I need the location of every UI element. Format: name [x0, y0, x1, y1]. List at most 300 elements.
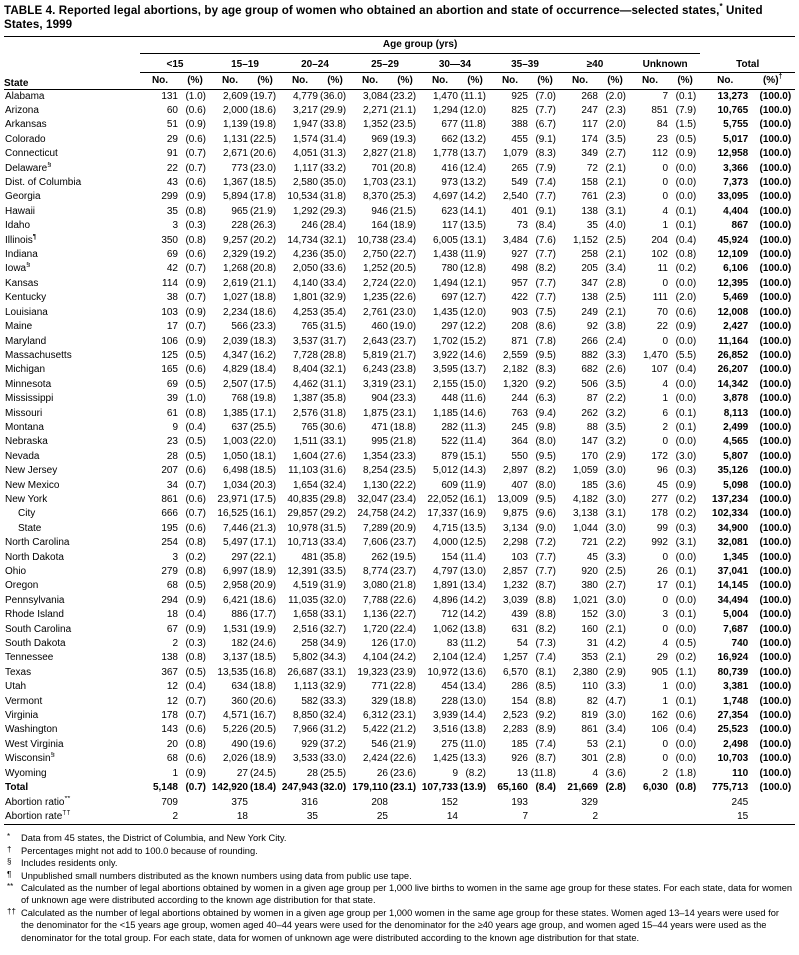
- table-row: [4, 579, 795, 593]
- cell-pct: (0.5): [185, 450, 206, 462]
- table-row: [4, 623, 795, 637]
- table-row: [4, 162, 795, 176]
- cell-no: 871: [511, 335, 528, 347]
- cell-pct: (13.2): [460, 133, 487, 145]
- cell-no: 246: [301, 220, 318, 232]
- cell-no: 4: [662, 378, 668, 390]
- cell-no: 522: [441, 436, 458, 448]
- cell-no: 1,003: [222, 436, 248, 448]
- cell-no: 11,164: [718, 335, 749, 347]
- cell-no: 12,008: [717, 306, 749, 318]
- cell-pct: (2.1): [605, 249, 626, 261]
- cell-pct: (100.0): [759, 263, 792, 275]
- cell-no: 4: [662, 205, 668, 217]
- cell-pct: (0.6): [185, 493, 206, 505]
- cell-pct: (0.9): [185, 306, 206, 318]
- row-label: New York: [5, 493, 48, 505]
- cell-pct: (3.6): [605, 767, 626, 779]
- cell-no: 329: [371, 695, 388, 707]
- cell-no: 28: [166, 450, 178, 462]
- cell-no: 11: [657, 263, 668, 275]
- cell-pct: (22.6): [390, 292, 417, 304]
- cell-no: 422: [511, 292, 528, 304]
- cell-pct: (23.2): [390, 90, 417, 102]
- cell-no: 228: [441, 695, 458, 707]
- cell-pct: (100.0): [759, 393, 792, 405]
- cell-pct: (0.6): [185, 465, 206, 477]
- cell-pct: (100.0): [759, 220, 792, 232]
- cell-pct: (7.7): [535, 191, 556, 203]
- cell-pct: (5.5): [675, 349, 697, 361]
- cell-no: 825: [511, 105, 528, 116]
- cell-no: 454: [441, 681, 458, 693]
- cell-no: 2,182: [502, 364, 528, 376]
- cell-pct: (19.5): [390, 551, 417, 563]
- cell-no: 1,044: [572, 522, 598, 534]
- cell-pct: (14.1): [460, 205, 487, 217]
- cell-pct: (0.0): [675, 436, 697, 448]
- cell-pct: (100.0): [759, 450, 792, 462]
- cell-pct: (0.7): [185, 695, 206, 707]
- cell-no: 2,050: [292, 263, 318, 275]
- col-group-35-39: 35–39: [490, 53, 560, 73]
- cell-pct: (21.1): [390, 105, 417, 116]
- cell-no: 5,894: [222, 191, 248, 203]
- cell-pct: (100.0): [759, 652, 792, 664]
- table-row: [4, 464, 795, 478]
- cell-no: 1,034: [222, 479, 248, 491]
- cell-no: 19,323: [357, 666, 388, 678]
- cell-no: 60: [166, 105, 178, 116]
- table-row: [4, 176, 795, 190]
- cell-pct: (18.9): [250, 566, 277, 577]
- cell-no: 29: [166, 133, 178, 145]
- cell-no: 3,080: [362, 580, 388, 592]
- cell-no: 388: [511, 119, 528, 131]
- table-row: [4, 262, 795, 276]
- cell-pct: (0.0): [675, 393, 697, 405]
- cell-pct: (12.0): [460, 105, 487, 116]
- cell-no: 258: [581, 249, 598, 261]
- cell-no: 138: [161, 652, 178, 664]
- cell-pct: (31.6): [320, 465, 347, 477]
- cell-pct: (0.6): [185, 522, 206, 534]
- row-label: Virginia: [5, 710, 39, 722]
- cell-no: 360: [231, 695, 248, 707]
- cell-no: 17: [656, 580, 668, 592]
- cell-pct: (21.8): [390, 436, 417, 448]
- cell-no: 886: [231, 609, 248, 621]
- cell-no: 925: [511, 90, 528, 102]
- cell-pct: (8.8): [535, 594, 556, 606]
- cell-pct: (23.7): [390, 335, 417, 347]
- row-label: Michigan: [5, 364, 46, 376]
- cell-no: 1,185: [432, 407, 458, 419]
- cell-pct: (0.0): [675, 551, 697, 563]
- cell-pct: (2.3): [605, 105, 626, 116]
- cell-pct: (18.3): [250, 335, 277, 347]
- cell-pct: (0.4): [675, 234, 697, 246]
- table-row: [4, 450, 795, 464]
- cell-no: 1,354: [362, 450, 388, 462]
- cell-pct: (3.0): [605, 594, 626, 606]
- cell-pct: (11.1): [460, 90, 486, 102]
- cell-no: 152: [581, 609, 598, 621]
- cell-no: 138: [581, 205, 598, 217]
- cell-no: 193: [511, 796, 528, 808]
- cell-pct: (0.0): [675, 277, 697, 289]
- table-row: [4, 133, 795, 147]
- cell-pct: (18.4): [250, 782, 277, 794]
- table-row: [4, 306, 795, 320]
- cell-pct: (0.6): [185, 177, 206, 189]
- cell-no: 6,005: [432, 234, 458, 246]
- cell-pct: (17.7): [250, 609, 277, 621]
- cell-pct: (31.4): [320, 133, 347, 145]
- cell-pct: (100.0): [759, 335, 792, 347]
- cell-pct: (1.1): [675, 666, 697, 678]
- cell-pct: (0.1): [675, 90, 697, 102]
- cell-pct: (8.0): [535, 479, 556, 491]
- cell-no: 12,109: [717, 249, 749, 261]
- cell-pct: [600, 796, 630, 810]
- table-row: [4, 320, 795, 334]
- cell-no: 375: [231, 796, 248, 808]
- cell-pct: (0.2): [185, 551, 206, 563]
- cell-pct: (24.6): [250, 638, 277, 650]
- cell-no: 275: [441, 738, 458, 750]
- cell-no: 4: [662, 638, 668, 650]
- cell-no: 178: [651, 508, 668, 520]
- cell-no: 3,484: [502, 234, 528, 246]
- table-row: [4, 118, 795, 132]
- cell-no: 68: [166, 580, 178, 592]
- cell-pct: (7.7): [535, 105, 556, 116]
- row-label: Massachusetts: [5, 349, 72, 361]
- cell-no: 13,273: [717, 90, 749, 102]
- cell-pct: (31.8): [320, 407, 347, 419]
- cell-pct: (100.0): [759, 767, 792, 779]
- cell-pct: (0.1): [675, 580, 697, 592]
- row-label: Hawaii: [5, 205, 36, 217]
- cell-no: 21,669: [567, 782, 598, 794]
- cell-no: 164: [371, 220, 388, 232]
- cell-pct: (19.8): [250, 393, 277, 405]
- cell-no: 380: [581, 580, 598, 592]
- cell-pct: (23.3): [390, 450, 417, 462]
- row-label: Wyoming: [5, 767, 47, 779]
- cell-no: 8,254: [362, 465, 388, 477]
- cell-no: 27: [236, 767, 248, 779]
- cell-pct: (0.1): [675, 695, 697, 707]
- cell-no: 851: [651, 105, 668, 116]
- cell-no: 8,404: [292, 364, 318, 376]
- cell-pct: (0.2): [675, 263, 697, 275]
- cell-no: 712: [441, 609, 458, 621]
- cell-pct: (33.5): [320, 566, 347, 577]
- cell-pct: (8.2): [535, 263, 556, 275]
- cell-pct: (6.3): [535, 393, 556, 405]
- cell-pct: (9.2): [535, 378, 556, 390]
- cell-no: 137,234: [712, 493, 749, 505]
- row-label: Georgia: [5, 191, 41, 203]
- cell-pct: (0.7): [185, 321, 206, 333]
- cell-pct: (14.2): [460, 609, 487, 621]
- cell-pct: (12.2): [460, 321, 487, 333]
- cell-no: 16,924: [717, 652, 749, 664]
- col-group-40-plus: ≥40: [560, 53, 630, 73]
- cell-pct: (32.0): [320, 782, 347, 794]
- cell-no: 31: [586, 638, 598, 650]
- cell-no: 439: [511, 609, 528, 621]
- cell-no: 69: [166, 249, 178, 261]
- cell-pct: (2.5): [605, 234, 626, 246]
- cell-pct: [250, 810, 280, 825]
- cell-no: 42: [166, 263, 178, 275]
- cell-pct: (33.1): [320, 436, 347, 448]
- cell-pct: (7.4): [535, 652, 556, 664]
- cell-no: 14,734: [287, 234, 318, 246]
- cell-pct: (13.8): [460, 724, 487, 736]
- cell-pct: (0.9): [185, 119, 206, 131]
- cell-no: 13,535: [217, 666, 248, 678]
- cell-pct: (15.2): [460, 335, 487, 347]
- cell-no: 549: [511, 177, 528, 189]
- cell-no: 498: [511, 263, 528, 275]
- cell-no: 455: [511, 133, 528, 145]
- cell-pct: (18.4): [250, 364, 277, 376]
- cell-pct: (8.3): [535, 148, 556, 160]
- cell-pct: (24.5): [250, 767, 277, 779]
- cell-pct: (18.8): [250, 292, 277, 304]
- cell-no: 780: [441, 263, 458, 275]
- cell-no: 26: [376, 767, 388, 779]
- cell-pct: (13.1): [460, 234, 487, 246]
- cell-no: 775,713: [712, 782, 749, 794]
- cell-no: 126: [371, 638, 388, 650]
- cell-no: 2,155: [432, 378, 458, 390]
- cell-pct: (16.1): [250, 508, 277, 520]
- cell-pct: (0.9): [185, 191, 206, 203]
- table-title: [0, 0, 799, 34]
- cell-pct: (0.2): [675, 508, 697, 520]
- cell-pct: (22.0): [250, 436, 277, 448]
- cell-no: 2,498: [723, 738, 749, 750]
- cell-pct: (19.0): [390, 321, 417, 333]
- cell-no: 697: [441, 292, 458, 304]
- no-header: No.: [560, 73, 600, 90]
- row-label: Utah: [5, 681, 27, 693]
- cell-no: 771: [371, 681, 388, 693]
- row-label: New Jersey: [5, 465, 58, 477]
- cell-no: 7,788: [362, 594, 388, 606]
- cell-no: 682: [581, 364, 598, 376]
- cell-pct: (13.0): [460, 566, 487, 577]
- cell-pct: (23.7): [390, 566, 417, 577]
- table-row: [4, 695, 795, 709]
- cell-no: 26: [656, 566, 668, 577]
- cell-no: 582: [301, 695, 318, 707]
- table-row: [4, 479, 795, 493]
- cell-pct: (0.0): [675, 162, 697, 174]
- cell-no: 2,643: [362, 335, 388, 347]
- cell-no: 1,152: [572, 234, 598, 246]
- cell-pct: (18.8): [250, 681, 277, 693]
- cell-pct: (0.0): [675, 753, 697, 765]
- cell-pct: (8.3): [535, 364, 556, 376]
- table-row: [4, 421, 795, 435]
- row-label: Arizona: [5, 105, 39, 116]
- cell-no: 1,139: [222, 119, 248, 131]
- cell-pct: (8.4): [535, 220, 556, 232]
- cell-no: 0: [662, 277, 668, 289]
- cell-no: 294: [161, 594, 178, 606]
- cell-no: 2,499: [723, 421, 749, 433]
- cell-no: 506: [581, 378, 598, 390]
- cell-pct: (3.3): [605, 551, 626, 563]
- cell-no: 3: [662, 609, 668, 621]
- cell-pct: (7.7): [535, 277, 556, 289]
- cell-pct: (17.5): [250, 378, 277, 390]
- cell-no: 927: [511, 249, 528, 261]
- cell-pct: (33.2): [320, 162, 347, 174]
- cell-pct: (100.0): [759, 436, 792, 448]
- cell-pct: (35.0): [320, 177, 347, 189]
- no-header: No.: [630, 73, 670, 90]
- cell-no: 96: [656, 465, 668, 477]
- cell-pct: (20.2): [250, 234, 277, 246]
- footnote-marker: **: [7, 881, 14, 891]
- cell-no: 3,137: [222, 652, 248, 664]
- cell-pct: (100.0): [759, 90, 792, 102]
- cell-no: 8,850: [292, 710, 318, 722]
- no-header: No.: [210, 73, 250, 90]
- cell-pct: (0.8): [675, 249, 697, 261]
- cell-pct: (100.0): [759, 191, 792, 203]
- cell-no: 265: [511, 162, 528, 174]
- header-age-group-row: [4, 36, 795, 53]
- cell-no: 1: [662, 695, 668, 707]
- row-label: Minnesota: [5, 378, 52, 390]
- cell-pct: (12.0): [460, 306, 487, 318]
- table-row: [4, 752, 795, 766]
- cell-pct: (0.1): [675, 566, 697, 577]
- cell-no: 165: [161, 364, 178, 376]
- cell-pct: [670, 810, 700, 825]
- row-label: Delaware§: [5, 161, 52, 174]
- cell-no: 631: [511, 623, 528, 635]
- cell-pct: (22.2): [390, 479, 417, 491]
- cell-no: 6,312: [362, 710, 388, 722]
- table-row: [4, 522, 795, 536]
- row-label: Kentucky: [5, 292, 47, 304]
- cell-pct: (3.2): [605, 407, 626, 419]
- cell-pct: (26.3): [250, 220, 277, 232]
- cell-no: 4,253: [292, 306, 318, 318]
- cell-pct: (23.1): [390, 177, 417, 189]
- cell-no: 4,829: [222, 364, 248, 376]
- cell-pct: (0.4): [185, 421, 206, 433]
- row-label: North Carolina: [5, 537, 70, 549]
- cell-pct: (32.0): [320, 594, 347, 606]
- cell-pct: (2.8): [605, 753, 626, 765]
- cell-no: 22,052: [427, 493, 458, 505]
- cell-no: 17,337: [427, 508, 458, 520]
- cell-no: 9: [172, 421, 178, 433]
- cell-no: 4,347: [222, 349, 248, 361]
- table-title-main: TABLE 4. Reported legal abortions, by age group of women who obtained an abortion and state of occurrence—selected states,: [4, 4, 720, 17]
- cell-no: 73: [516, 220, 528, 232]
- cell-pct: (3.0): [605, 609, 626, 621]
- row-label: Wisconsin§: [5, 752, 55, 765]
- footnote-text: Unpublished small numbers distributed as the known numbers using data from public use tape.: [21, 870, 412, 881]
- cell-no: 1,352: [362, 119, 388, 131]
- cell-no: 10,972: [427, 666, 458, 678]
- cell-pct: (14.2): [460, 191, 487, 203]
- cell-no: 282: [441, 421, 458, 433]
- cell-pct: (100.0): [759, 493, 792, 505]
- cell-no: 1,136: [362, 609, 388, 621]
- cell-pct: (8.8): [535, 695, 556, 707]
- cell-pct: (100.0): [759, 537, 792, 549]
- cell-no: 4,104: [362, 652, 388, 664]
- cell-no: 17: [166, 321, 178, 333]
- row-label: South Dakota: [5, 638, 66, 650]
- pct-header: (%): [320, 73, 350, 90]
- cell-no: 926: [511, 753, 528, 765]
- cell-pct: (31.3): [320, 148, 347, 160]
- cell-no: 2,026: [222, 753, 248, 765]
- cell-no: 172: [651, 450, 668, 462]
- cell-no: 39: [166, 393, 178, 405]
- cell-pct: (2.1): [605, 306, 626, 318]
- cell-no: 3: [172, 220, 178, 232]
- cell-pct: (9.0): [535, 522, 556, 534]
- cell-pct: (3.0): [605, 522, 626, 534]
- cell-pct: [750, 810, 795, 825]
- cell-no: 3,939: [432, 710, 458, 722]
- cell-pct: (0.8): [185, 537, 206, 549]
- cell-pct: (100.0): [759, 695, 792, 707]
- cell-no: 1,574: [292, 133, 318, 145]
- cell-pct: (0.7): [185, 710, 206, 722]
- cell-no: 701: [371, 162, 388, 174]
- cell-pct: (0.3): [185, 220, 206, 232]
- cell-no: 3,039: [502, 594, 528, 606]
- row-label: Tennessee: [5, 652, 54, 664]
- cell-no: 5,148: [152, 782, 178, 794]
- row-label: Maine: [5, 321, 33, 333]
- pct-total-footnote-marker: †: [778, 73, 783, 81]
- cell-no: 112: [652, 148, 668, 160]
- cell-no: 1,050: [222, 450, 248, 462]
- cell-pct: (27.6): [320, 450, 347, 462]
- cell-pct: (2.7): [605, 580, 626, 592]
- cell-no: 6,030: [642, 782, 668, 794]
- cell-pct: (3.1): [675, 537, 697, 549]
- cell-pct: (25.3): [390, 191, 417, 203]
- cell-pct: (0.9): [185, 623, 206, 635]
- cell-no: 0: [662, 551, 668, 563]
- cell-pct: (33.1): [320, 609, 347, 621]
- cell-no: 26,852: [717, 349, 749, 361]
- cell-no: 6,997: [222, 566, 248, 577]
- cell-no: 182: [231, 638, 248, 650]
- cell-pct: (30.6): [320, 421, 347, 433]
- cell-pct: (17.0): [390, 638, 417, 650]
- cell-no: 566: [231, 321, 248, 333]
- cell-pct: (21.9): [250, 205, 277, 217]
